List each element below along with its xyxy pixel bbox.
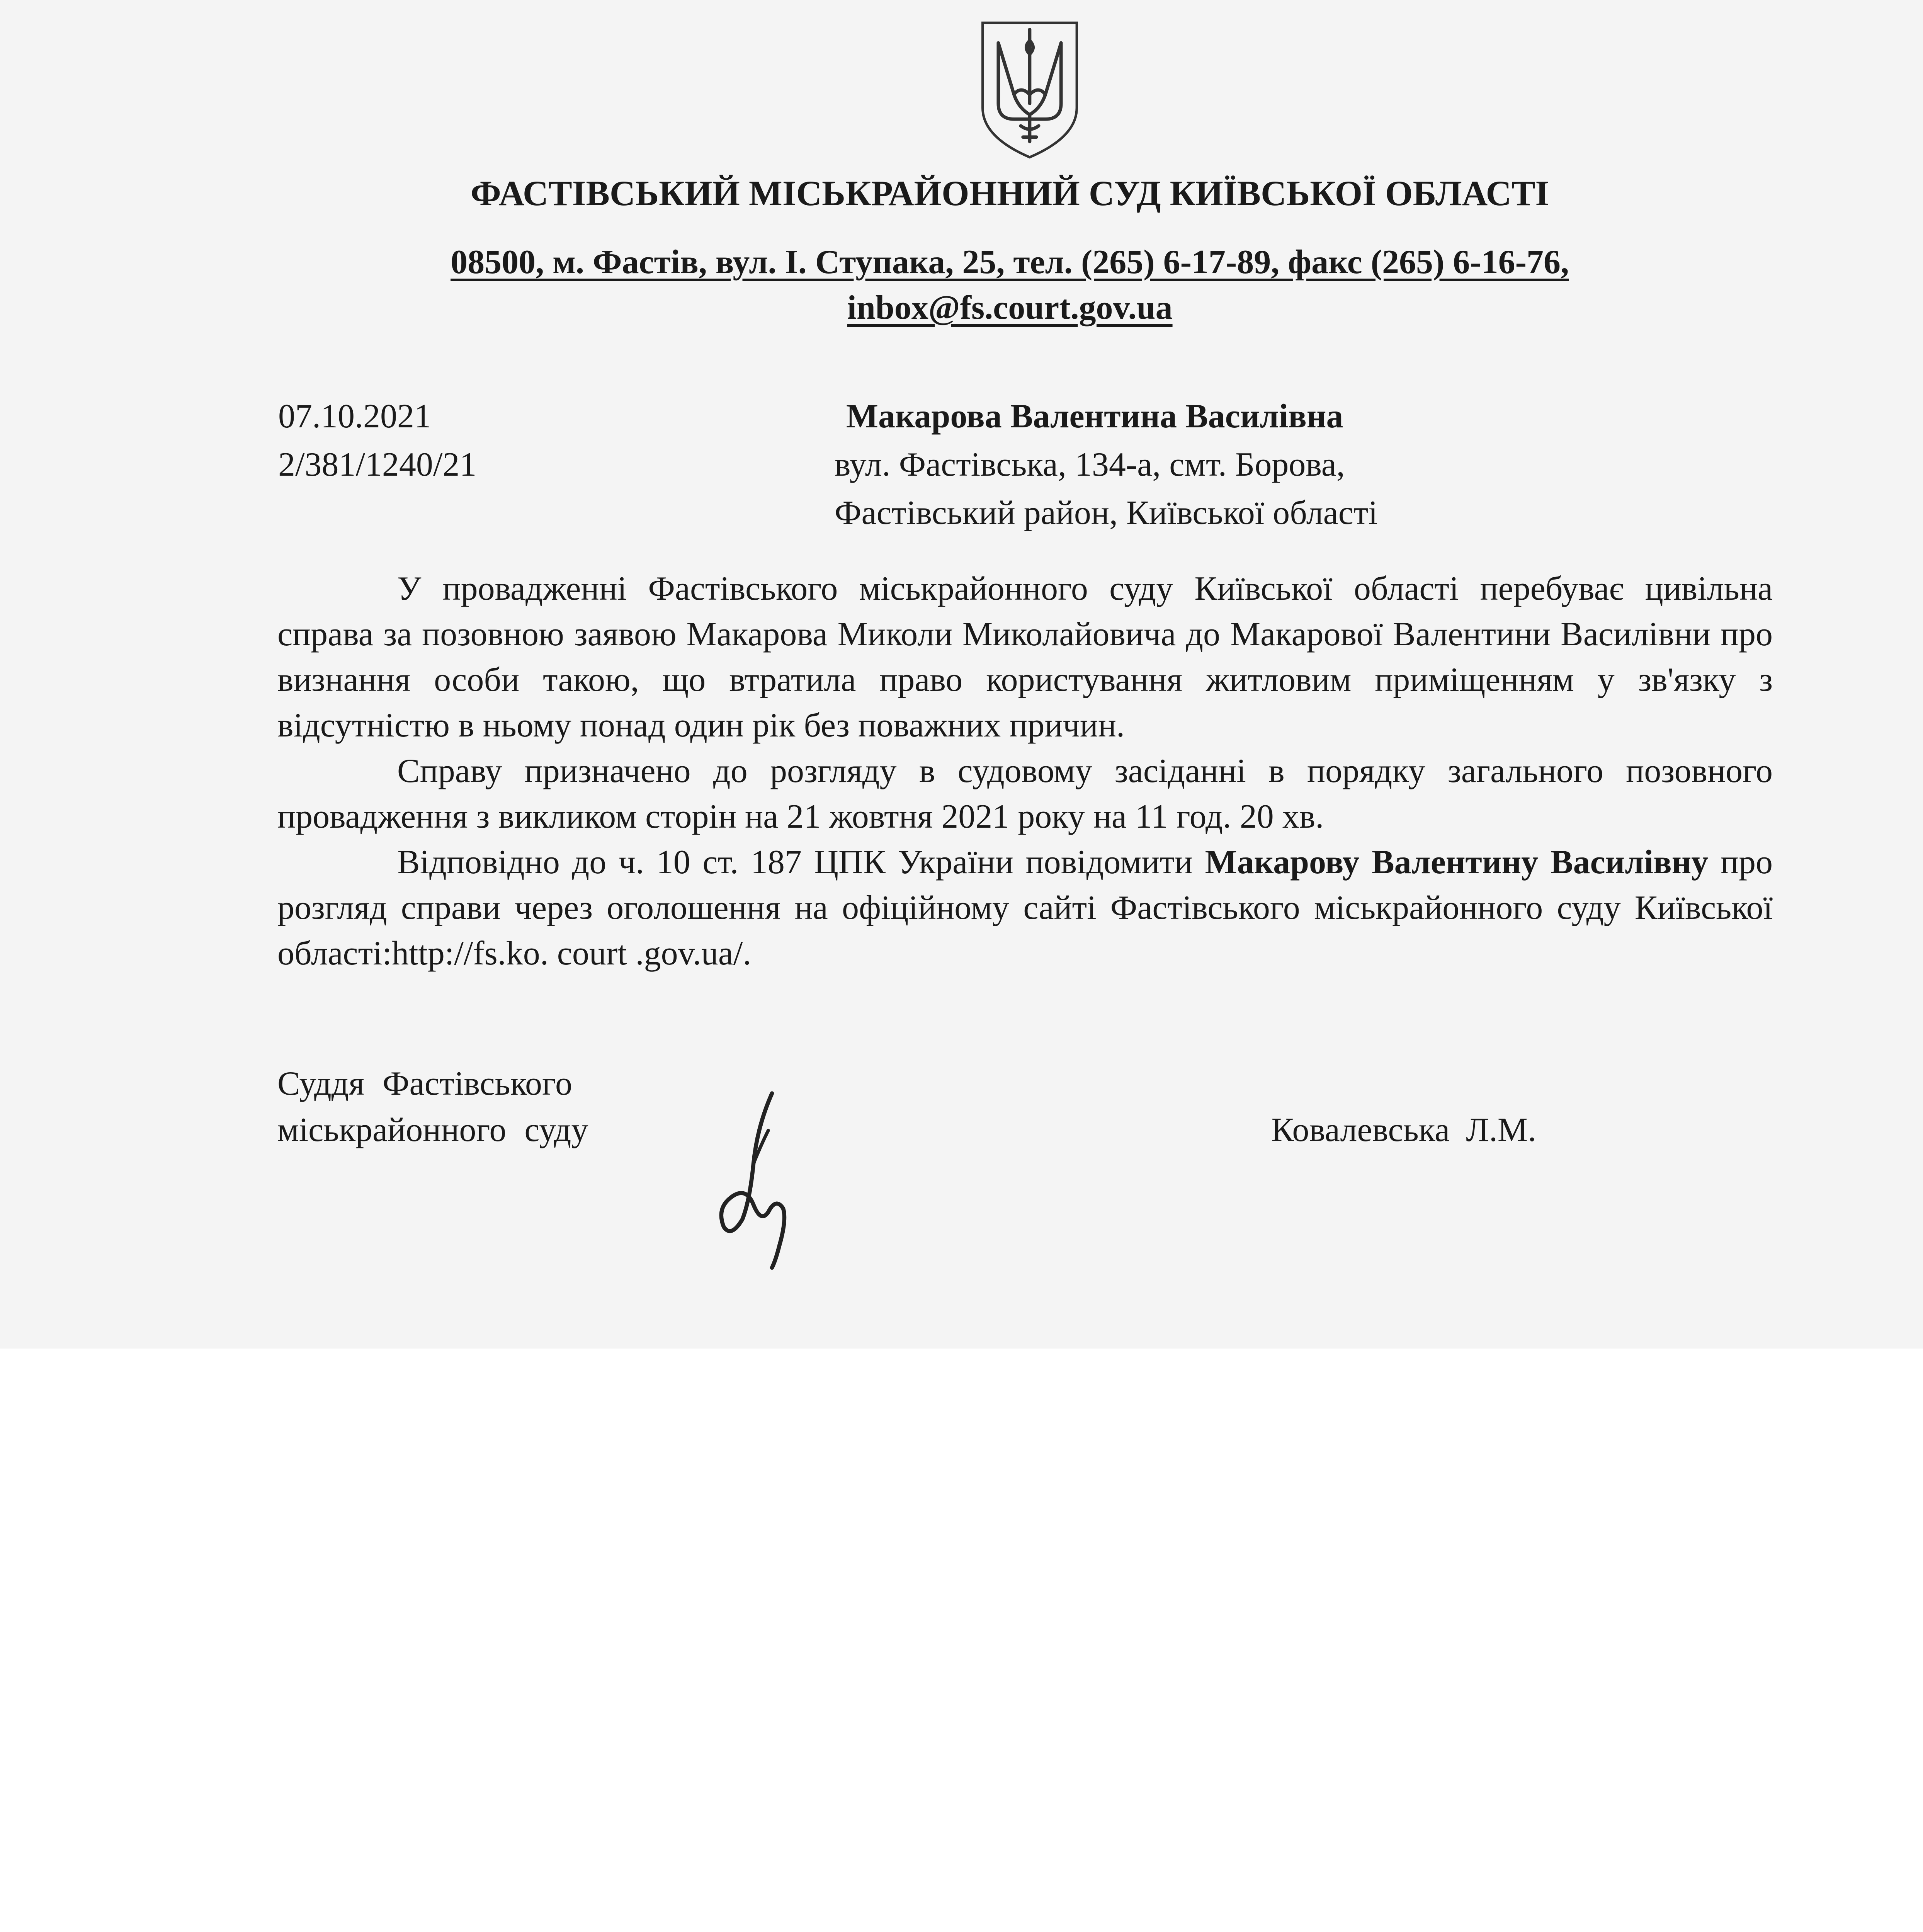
case-number: 2/381/1240/21	[278, 446, 477, 483]
court-address-line: 08500, м. Фастів, вул. І. Ступака, 25, тел. (265) 6-17-89, факс (265) 6-16-76,	[451, 243, 1569, 281]
letter-body	[277, 566, 1773, 976]
handwritten-signature-icon	[695, 1090, 811, 1275]
paragraph-notification	[277, 840, 1773, 976]
recipient-address-line2: Фастівський район, Київської області	[835, 494, 1378, 532]
notification-text-start: Відповідно до ч. 10 ст. 187 ЦПК України повідомити	[397, 844, 1205, 881]
judge-title	[277, 1061, 588, 1153]
paragraph-hearing-date: Справу призначено до розгляду в судовому засіданні в порядку загального позовного провадження з викликом сторін на 21 жовтня 2021 року на 11 год. 20 хв.	[277, 752, 1773, 835]
recipient-name: Макарова Валентина Василівна	[846, 398, 1343, 435]
recipient-block	[835, 392, 1378, 537]
notified-person-name: Макарову Валентину Василівну	[1205, 844, 1709, 881]
court-name-heading: ФАСТІВСЬКИЙ МІСЬКРАЙОННИЙ СУД КИЇВСЬКОЇ ОБЛАСТІ	[470, 173, 1549, 213]
document-date: 07.10.2021	[278, 398, 431, 435]
court-contacts	[0, 240, 1923, 331]
trident-coat-of-arms-icon	[974, 15, 1086, 162]
recipient-address-line1: вул. Фастівська, 134-а, смт. Борова,	[835, 446, 1345, 483]
judge-title-line2: міськрайонного суду	[277, 1111, 588, 1149]
notification-text-end: про розгляд справи через оголошення на офіційному сайті Фастівського міськрайонного суду Київської області:http://fs.ko. court .gov.ua/.	[277, 844, 1773, 972]
judge-name: Ковалевська Л.М.	[1271, 1111, 1537, 1149]
judge-title-line1: Суддя Фастівського	[277, 1065, 572, 1102]
document-meta	[278, 392, 476, 489]
paragraph-case-info: У провадженні Фастівського міськрайонного суду Київської області перебуває цивільна справа за позовною заявою Макарова Миколи Миколайовича до Макарової Валентини Василівни про визнання особи такою, що втратила право користування житловим приміщенням у зв'язку з відсутністю в ньому понад один рік без поважних причин.	[277, 570, 1773, 744]
court-email[interactable]: inbox@fs.court.gov.ua	[847, 289, 1173, 327]
